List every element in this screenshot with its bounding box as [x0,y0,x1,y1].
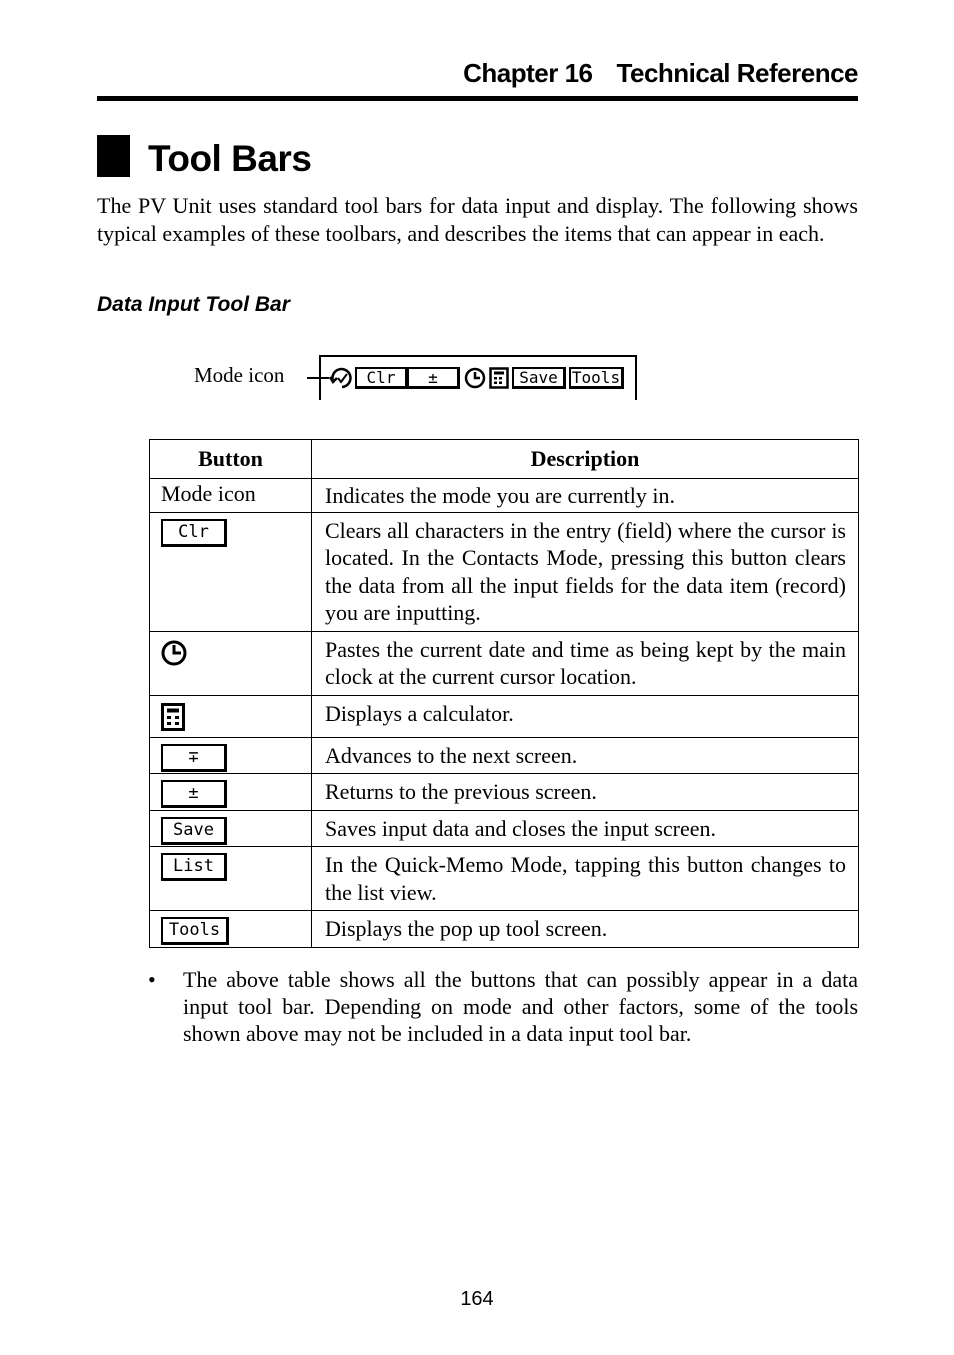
table-row [150,512,859,631]
row-mode-icon-label: Mode icon [150,479,312,513]
tools-button-label: Tools [569,367,624,389]
row-description: In the Quick-Memo Mode, tapping this button changes to the list view. [312,847,859,911]
previous-screen-icon: ± [161,780,227,808]
row-button-cell [150,911,312,948]
page-number: 164 [460,1288,494,1310]
table-row [150,911,859,948]
save-button-label: Save [512,367,566,389]
row-button-cell [150,810,312,847]
chapter-title: Technical Reference [616,58,858,88]
data-input-toolbar [319,355,637,400]
chapter-number: Chapter 16 [463,58,593,88]
table-row [150,774,859,811]
tools-toolbar-button[interactable] [569,367,624,389]
previous-screen-toolbar-button[interactable] [407,367,460,389]
clock-icon [161,639,189,669]
intro-paragraph: The PV Unit uses standard tool bars for data input and display. The following shows typical examples of these toolbars, and describes the items that can appear in each. [97,193,858,246]
row-description: Advances to the next screen. [312,737,859,774]
table-row [150,631,859,695]
row-description: Displays a calculator. [312,695,859,737]
toolbar-left-edge [319,355,321,400]
list-button-icon: List [161,853,227,881]
row-description: Indicates the mode you are currently in. [312,479,859,513]
row-description: Saves input data and closes the input screen. [312,810,859,847]
row-button-cell [150,737,312,774]
calculator-icon [489,367,509,389]
clr-toolbar-button[interactable] [355,367,408,389]
toolbar-top-edge [319,355,637,357]
table-header-row [150,440,859,479]
header-description: Description [312,440,859,479]
clr-button-label: Clr [355,367,408,389]
button-reference-table [149,439,859,948]
note-text: The above table shows all the buttons that can possibly appear in a data input tool bar. Depending on mode and other factors, some of the tools shown above may not be included in a data input tool bar. [183,967,858,1046]
chapter-header [97,58,858,89]
row-description: Returns to the previous screen. [312,774,859,811]
table-row [150,737,859,774]
table-row [150,695,859,737]
next-screen-icon: ∓ [161,744,227,772]
clock-toolbar-button[interactable] [463,366,487,395]
clock-icon [463,366,487,390]
row-button-cell [150,695,312,737]
row-description: Clears all characters in the entry (field) where the cursor is located. In the Contacts Mode, pressing this button clears the data from all the input fields for the data item (record) you are inputting. [312,512,859,631]
subsection-title: Data Input Tool Bar [97,293,290,316]
row-button-cell [150,774,312,811]
previous-screen-label: ± [407,367,460,389]
save-toolbar-button[interactable] [512,367,566,389]
mode-icon-callout: Mode icon [194,363,285,387]
bullet-mark: • [148,967,156,992]
tools-button-icon: Tools [161,917,229,945]
table-row [150,810,859,847]
row-description: Pastes the current date and time as being kept by the main clock at the current cursor location. [312,631,859,695]
calculator-icon [161,703,185,731]
mode-icon[interactable] [328,366,354,395]
calculator-toolbar-button[interactable] [489,367,509,394]
header-button: Button [150,440,312,479]
row-button-cell [150,631,312,695]
header-rule [97,96,858,101]
table-row [150,479,859,513]
section-title: Tool Bars [148,138,312,179]
row-button-cell [150,512,312,631]
row-button-cell [150,847,312,911]
row-description: Displays the pop up tool screen. [312,911,859,948]
save-button-icon: Save [161,817,227,845]
section-marker [97,135,130,177]
clr-button-icon: Clr [161,519,227,547]
toolbar-right-edge [635,355,637,400]
table-row [150,847,859,911]
